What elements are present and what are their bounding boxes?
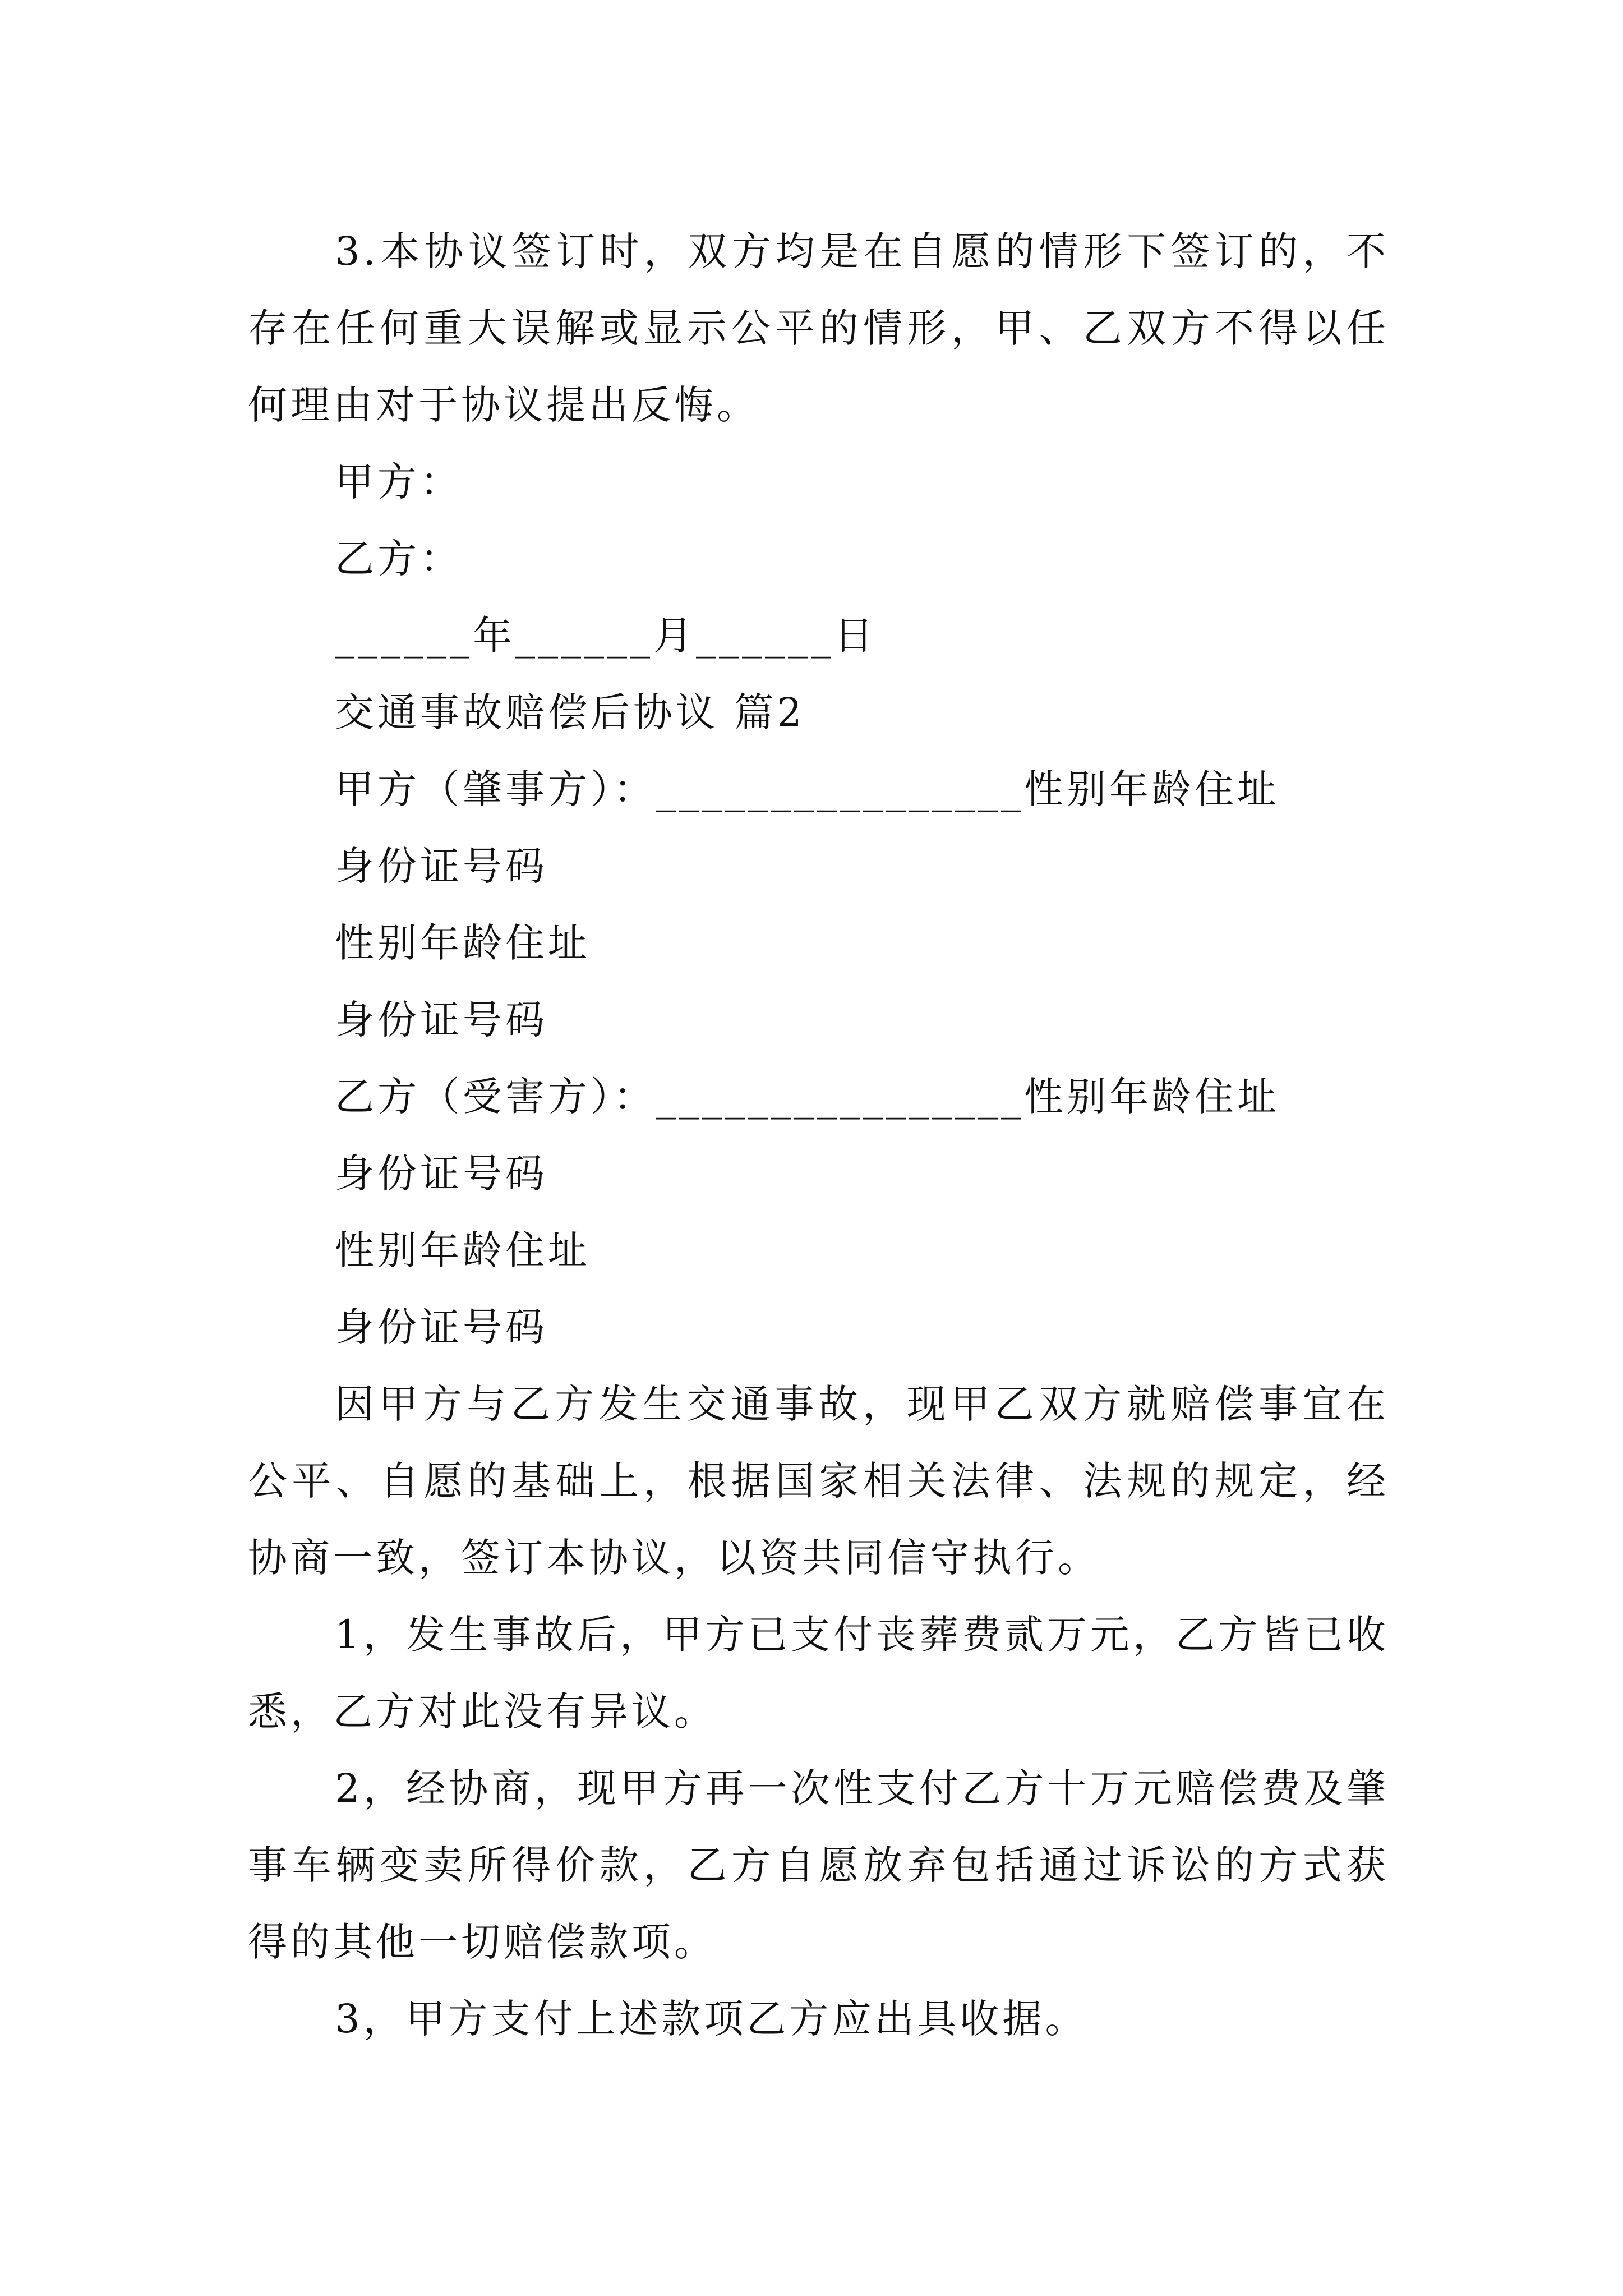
- party-b-signature-label: 乙方：: [335, 536, 463, 582]
- party-a-header: 甲方（肇事方）：________________性别年龄住址: [335, 766, 1280, 812]
- party-a-info-label: 性别年龄住址: [335, 920, 591, 966]
- party-b-header: 乙方（受害方）：________________性别年龄住址: [335, 1074, 1280, 1120]
- party-a-id-label-2: 身份证号码: [335, 997, 548, 1043]
- item-3-paragraph: 3，甲方支付上述款项乙方应出具收据。: [335, 1996, 1088, 2042]
- party-b-id-label: 身份证号码: [335, 1151, 548, 1197]
- party-b-id-label-2: 身份证号码: [335, 1304, 548, 1350]
- date-line: ______年______月______日: [335, 613, 877, 659]
- clause-3-paragraph: 3.本协议签订时，双方均是在自愿的情形下签订的，不存在任何重大误解或显示公平的情形，甲、乙双方不得以任何理由对于协议提出反悔。: [248, 228, 1389, 428]
- section-title: 交通事故赔偿后协议 篇2: [335, 689, 805, 735]
- item-1-paragraph: 1，发生事故后，甲方已支付丧葬费贰万元，乙方皆已收悉，乙方对此没有异议。: [248, 1612, 1389, 1734]
- party-a-id-label: 身份证号码: [335, 843, 548, 889]
- party-a-signature-label: 甲方：: [335, 459, 463, 505]
- preamble-paragraph: 因甲方与乙方发生交通事故，现甲乙双方就赔偿事宜在公平、自愿的基础上，根据国家相关法律、法规的规定，经协商一致，签订本协议，以资共同信守执行。: [248, 1381, 1389, 1581]
- party-b-info-label: 性别年龄住址: [335, 1227, 591, 1273]
- document-body: [248, 213, 1389, 2058]
- item-2-paragraph: 2，经协商，现甲方再一次性支付乙方十万元赔偿费及肇事车辆变卖所得价款，乙方自愿放弃包括通过诉讼的方式获得的其他一切赔偿款项。: [248, 1765, 1389, 1965]
